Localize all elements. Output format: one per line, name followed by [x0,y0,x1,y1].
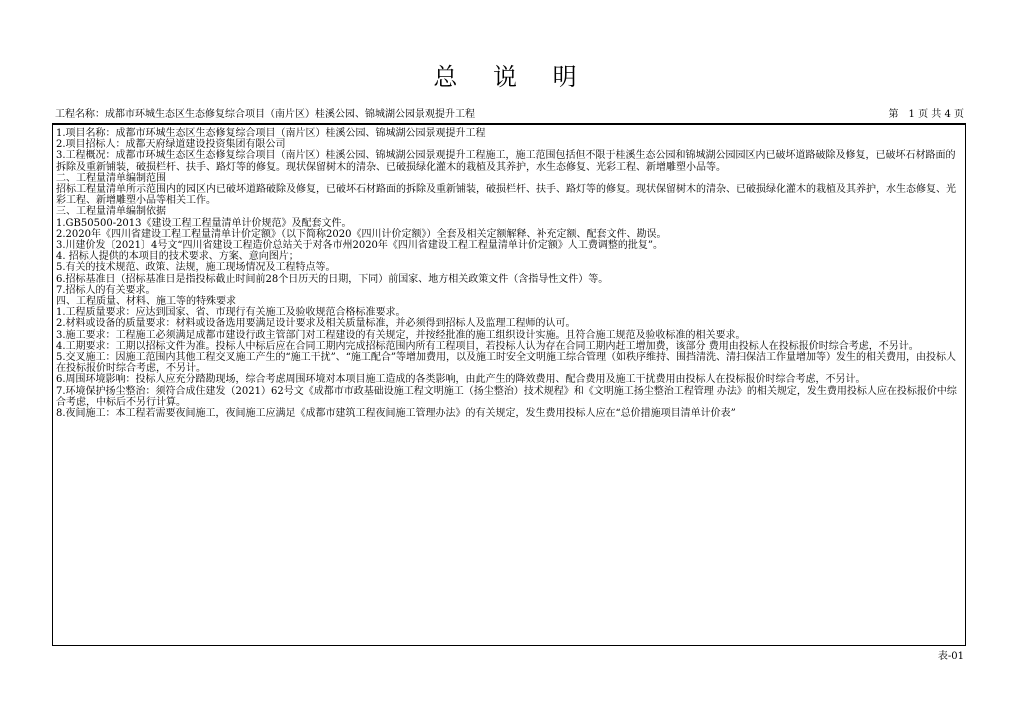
section-heading: 二、工程量清单编制范围 [56,172,166,184]
paragraph: 8.夜间施工：本工程若需要夜间施工，夜间施工应满足《成都市建筑工程夜间施工管理办法》的有关规定，发生费用投标人应在“总价措施项目清单计价表” [56,408,736,420]
paragraph: 3.施工要求：工程施工必须满足成都市建设行政主管部门对工程建设的有关规定，并按经批准的施工组织设计实施。且符合施工规范及验收标准的相关要求。 [56,329,746,341]
paragraph: 1.项目名称：成都市环城生态区生态修复综合项目（南片区）桂溪公园、锦城湖公园景观提升工程 [56,128,486,139]
page-number: 第 1 页 共 4 页 [888,109,964,120]
form-number: 表-01 [937,651,964,662]
content-frame [52,123,966,646]
section-heading: 三、工程量清单编制依据 [56,206,166,218]
project-name-line: 工程名称：成都市环城生态区生态修复综合项目（南片区）桂溪公园、锦城湖公园景观提升工程 [55,109,475,120]
description-body [56,128,959,419]
paragraph: 3.工程概况：成都市环城生态区生态修复综合项目（南片区）桂溪公园、锦城湖公园景观提升工程施工，施工范围包括但不限于桂溪生态公园和锦城湖公园园区内已破坏道路破除及修复，已破坏石材路面的拆除及重新铺装，破损栏杆、扶手、路灯等的修复。现状保留树木的清杂、已破损绿化灌木的栽植及其养护，水生态修复、光彩工程、新增雕塑小品等。 [56,150,956,173]
paragraph: 2.项目招标人：成都天府绿道建设投资集团有限公司 [56,139,286,151]
paragraph: 6.周围环境影响：投标人应充分踏勘现场，综合考虑周围环境对本项目施工造成的各类影响，由此产生的降效费用、配合费用及施工干扰费用由投标人在投标报价时综合考虑，不另计。 [56,374,866,386]
paragraph: 6.招标基准日（招标基准日是指投标截止时间前28个日历天的日期，下同）前国家、地方相关政策文件（含指导性文件）等。 [56,273,609,285]
paragraph: 7.环境保护扬尘整治：须符合成住建发（2021）62号文《成都市市政基础设施工程文明施工（扬尘整治）技术规程》和《文明施工扬尘整治工程管理 办法》的相关规定，发生费用投标人应在投标报价中综合考虑，中标后不另行计算。 [56,385,957,408]
paragraph: 1.GB50500-2013《建设工程工程量清单计价规范》及配套文件。 [56,217,352,229]
section-heading: 四、工程质量、材料、施工等的特殊要求 [56,296,236,308]
paragraph: 2.材料或设备的质量要求：材料或设备选用要满足设计要求及相关质量标准，并必须得到招标人及监理工程师的认可。 [56,318,576,330]
paragraph: 7.招标人的有关要求。 [56,284,156,296]
paragraph: 3.川建价发〔2021〕4号文“四川省建设工程造价总站关于对各市州2020年《四川省建设工程工程量清单计价定额》人工费调整的批复”。 [56,240,664,252]
paragraph: 1.工程质量要求：应达到国家、省、市现行有关施工及验收规范合格标准要求。 [56,307,406,319]
paragraph: 2.2020年《四川省建设工程工程量清单计价定额》（以下简称2020《四川计价定额》）全套及相关定额解释、补充定额、配套文件、勘误。 [56,228,667,240]
document-title: 总 说 明 [433,63,591,91]
paragraph: 4. 招标人提供的本项目的技术要求、方案、意向图片； [56,251,299,263]
paragraph: 5.交叉施工：因施工范围内其他工程交叉施工产生的“施工干扰”、“施工配合”等增加费用，以及施工时安全文明施工综合管理（如秩序维持、围挡清洗、清扫保洁工作量增加等）发生的相关费用，由投标人在投标报价时综合考虑，不另计。 [56,352,956,375]
paragraph: 招标工程量清单所示范围内的园区内已破坏道路破除及修复，已破坏石材路面的拆除及重新铺装，破损栏杆、扶手、路灯等的修复。现状保留树木的清杂、已破损绿化灌木的栽植及其养护，水生态修复、光彩工程、新增雕塑小品等相关工作。 [56,184,956,207]
paragraph: 4.工期要求：工期以招标文件为准。投标人中标后应在合同工期内完成招标范围内所有工程项目，若投标人认为存在合同工期内赶工增加费，该部分 费用由投标人在投标报价时综合考虑，不另计。 [56,340,919,352]
paragraph: 5.有关的技术规范、政策、法规，施工现场情况及工程特点等。 [56,262,336,274]
